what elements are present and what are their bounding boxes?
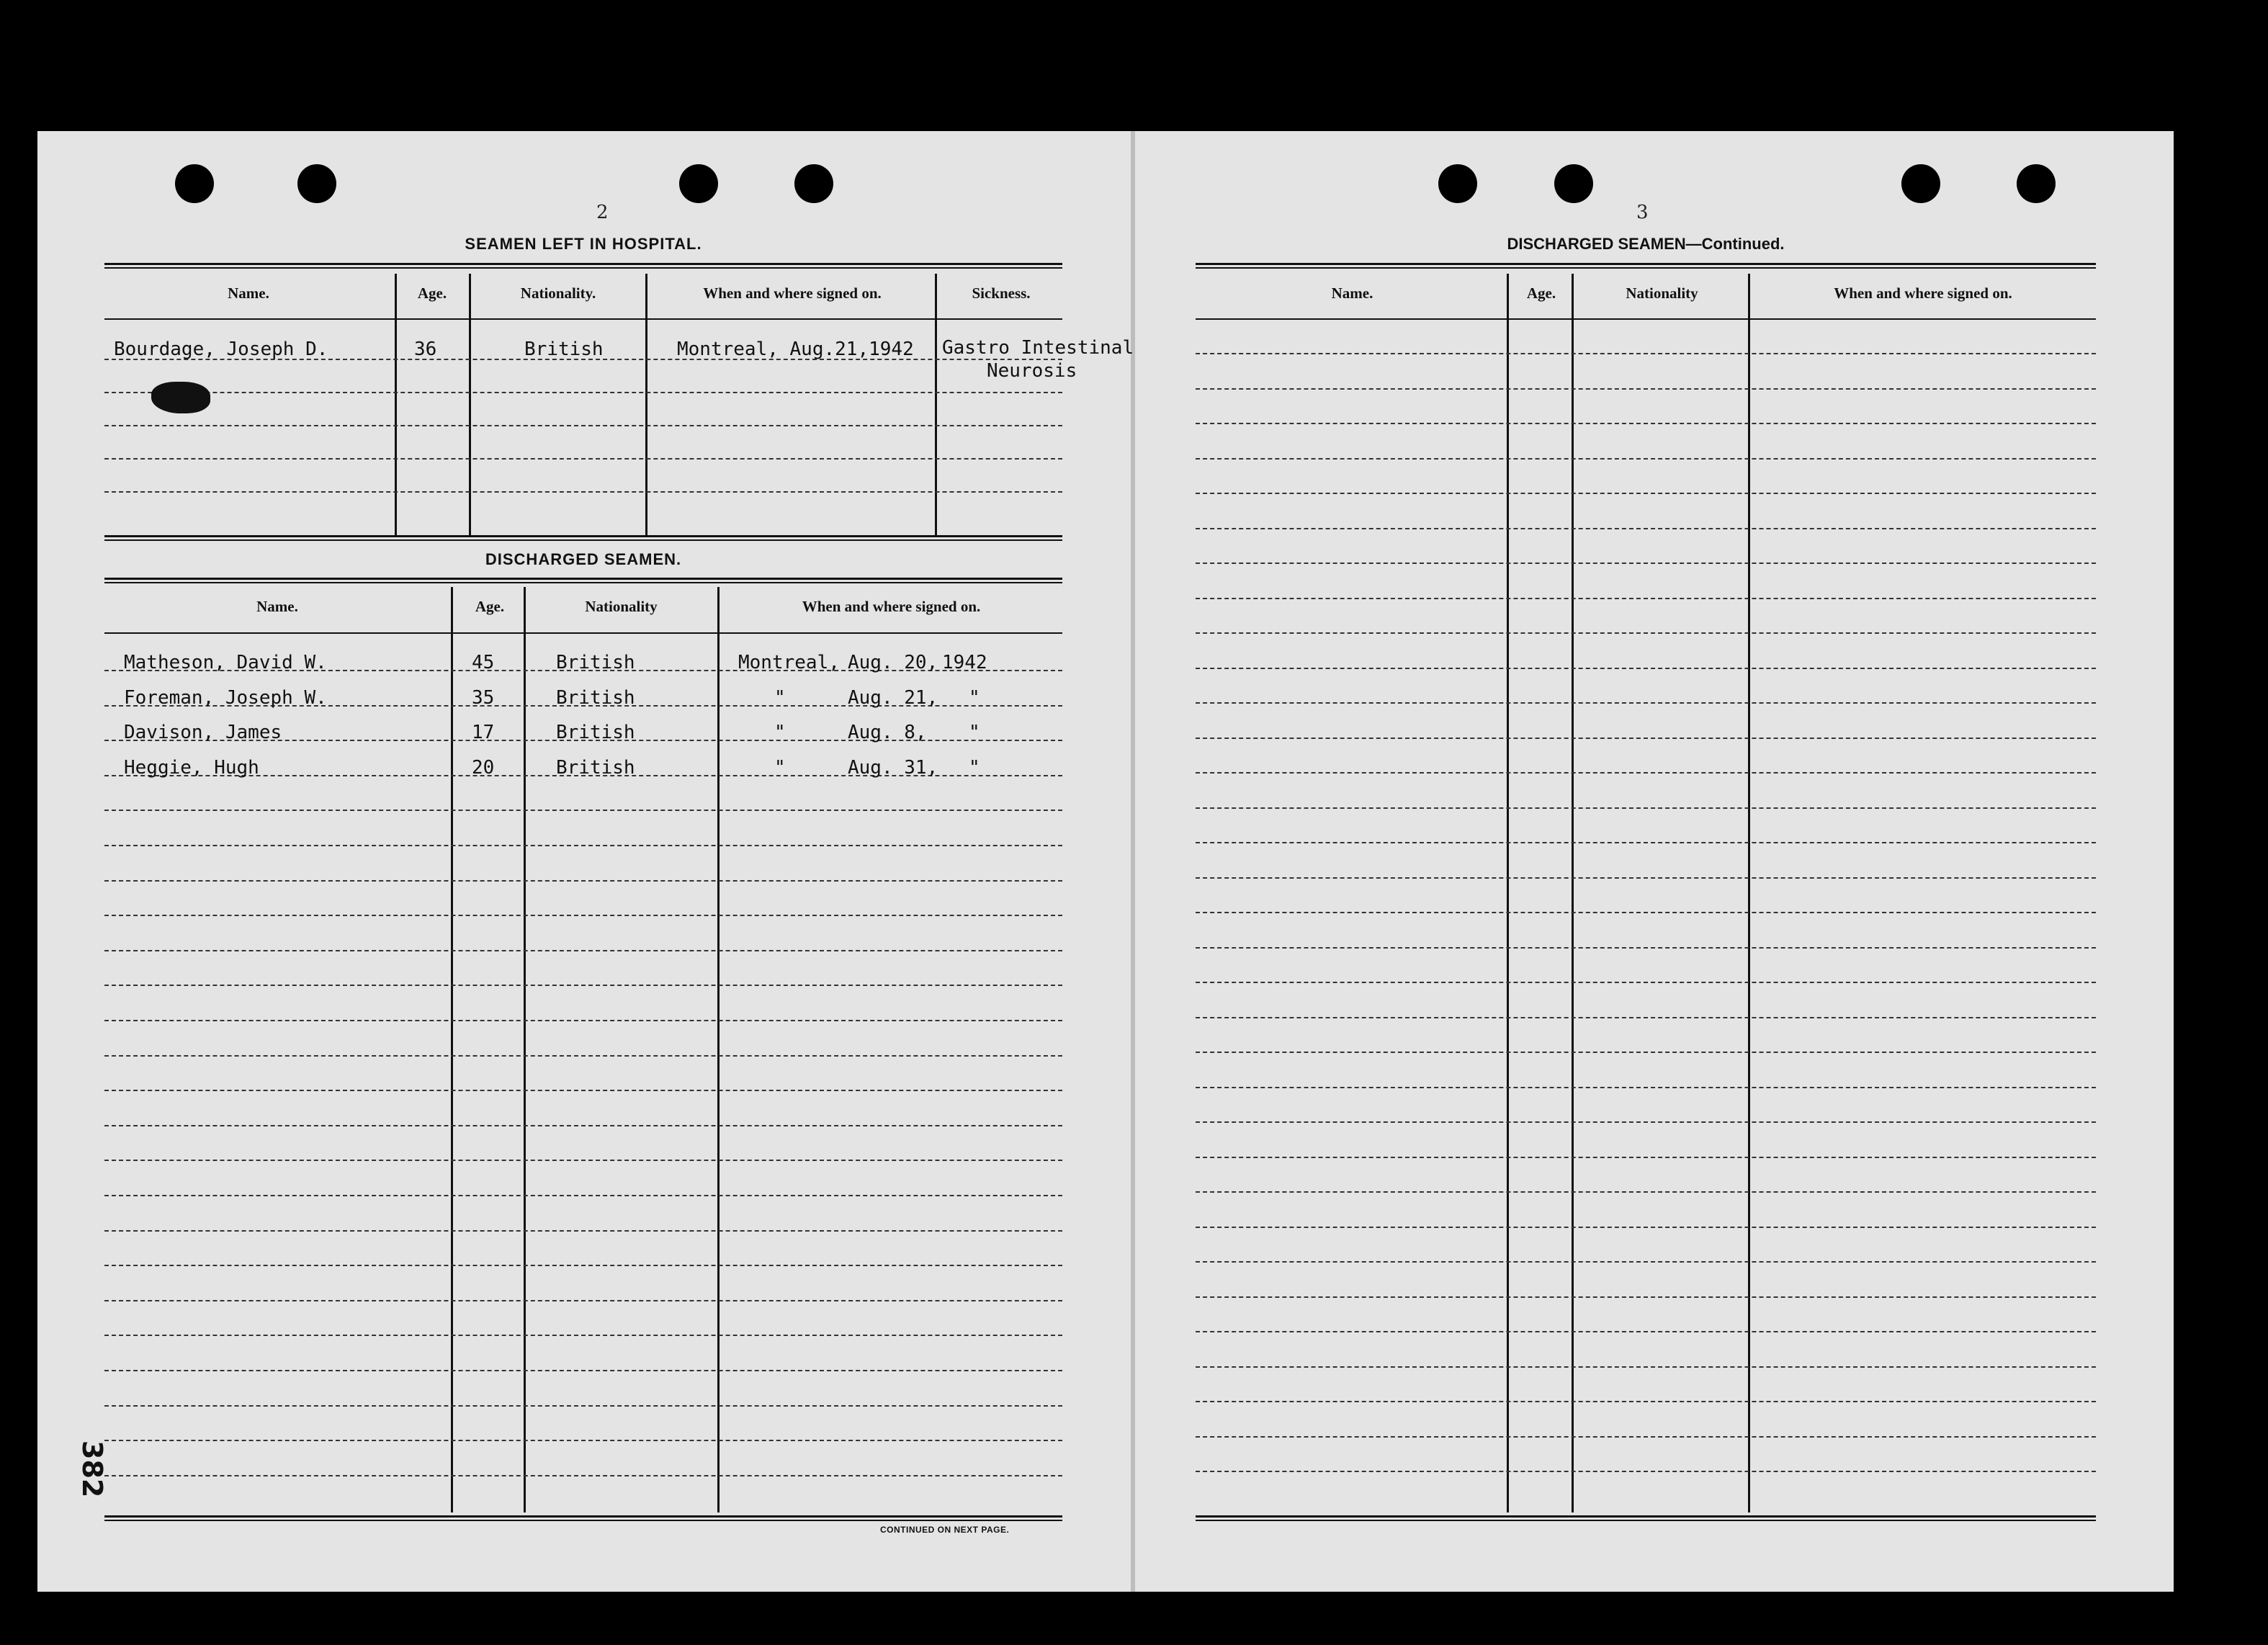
discharged-row-year: " xyxy=(969,756,980,779)
discharged-row-year: " xyxy=(969,722,980,744)
punch-hole xyxy=(1438,164,1477,203)
discharged-row-name: Matheson, David W. xyxy=(124,652,327,673)
discharged-row-line xyxy=(104,1335,1062,1336)
discharged-row-line xyxy=(104,1405,1062,1407)
page-number-left: 2 xyxy=(596,202,609,223)
right-header-age: Age. xyxy=(1526,284,1556,302)
page-stamp-number: 382 xyxy=(76,1440,108,1498)
discharged-row-nationality: British xyxy=(556,652,635,673)
right-row-line xyxy=(1196,423,2096,424)
hospital-header-name: Name. xyxy=(228,284,269,302)
discharged-row-nationality: British xyxy=(556,686,635,709)
discharged-row-place: " xyxy=(774,756,786,779)
discharged-bottom-rule xyxy=(104,1515,1062,1521)
discharged-header-signed-on: When and where signed on. xyxy=(802,598,981,615)
hospital-col-divider xyxy=(645,274,647,537)
right-row-line xyxy=(1196,458,2096,460)
discharged-row-line xyxy=(104,1300,1062,1301)
right-col-divider xyxy=(1572,274,1574,1512)
right-row-line xyxy=(1196,842,2096,843)
right-row-line xyxy=(1196,807,2096,809)
right-bottom-rule xyxy=(1196,1515,2096,1521)
hospital-header-signed-on: When and where signed on. xyxy=(703,284,882,302)
discharged-row-line xyxy=(104,1475,1062,1476)
discharged-row-age: 45 xyxy=(472,652,495,673)
right-row-line xyxy=(1196,1157,2096,1158)
right-row-line xyxy=(1196,1121,2096,1123)
right-row-line xyxy=(1196,1331,2096,1332)
hospital-row-nationality: British xyxy=(524,339,604,360)
continued-footer: CONTINUED ON NEXT PAGE. xyxy=(880,1525,1010,1535)
discharged-row-line xyxy=(104,1020,1062,1021)
hospital-col-divider xyxy=(395,274,397,537)
discharged-row-line xyxy=(104,985,1062,986)
punch-hole xyxy=(1901,164,1940,203)
hospital-header-age: Age. xyxy=(417,284,447,302)
right-col-divider xyxy=(1507,274,1509,1512)
discharged-col-divider xyxy=(451,587,453,1512)
discharged-row-line xyxy=(104,1370,1062,1371)
right-row-line xyxy=(1196,1366,2096,1368)
discharged-row-line xyxy=(104,1440,1062,1441)
discharged-row-nationality: British xyxy=(556,722,635,744)
right-row-line xyxy=(1196,668,2096,669)
right-row-line xyxy=(1196,493,2096,494)
punch-hole xyxy=(2017,164,2056,203)
right-row-line xyxy=(1196,1191,2096,1193)
punch-hole xyxy=(175,164,214,203)
discharged-row-line xyxy=(104,1230,1062,1232)
punch-hole xyxy=(297,164,336,203)
hospital-bottom-rule xyxy=(104,535,1062,541)
discharged-row-place: " xyxy=(774,686,786,709)
right-row-line xyxy=(1196,947,2096,949)
hospital-header-nationality: Nationality. xyxy=(520,284,596,302)
hospital-row-sickness-line1: Gastro Intestinal xyxy=(942,337,1134,359)
right-col-divider xyxy=(1748,274,1750,1512)
discharged-row-nationality: British xyxy=(556,756,635,779)
discharged-row-line xyxy=(104,1125,1062,1126)
discharged-col-divider xyxy=(717,587,720,1512)
hospital-row-age: 36 xyxy=(414,339,437,360)
right-header-name: Name. xyxy=(1331,284,1373,302)
discharged-header-rule xyxy=(104,632,1062,634)
right-row-line xyxy=(1196,1087,2096,1088)
punch-hole xyxy=(794,164,833,203)
right-row-line xyxy=(1196,982,2096,983)
hospital-row-sickness-line2: Neurosis xyxy=(987,360,1077,382)
discharged-row-line xyxy=(104,1265,1062,1266)
discharged-row-age: 35 xyxy=(472,686,495,709)
right-row-line xyxy=(1196,702,2096,704)
discharged-row-age: 17 xyxy=(472,722,495,744)
right-header-nationality: Nationality xyxy=(1626,284,1698,302)
hospital-header-sickness: Sickness. xyxy=(972,284,1031,302)
punch-hole xyxy=(1554,164,1593,203)
discharged-row-line xyxy=(104,915,1062,916)
discharged-header-age: Age. xyxy=(475,598,505,615)
discharged-row-name: Foreman, Joseph W. xyxy=(124,686,327,709)
right-title-text: DISCHARGED SEAMEN—Continued. xyxy=(1507,235,1785,253)
discharged-row-date: Aug. 31, xyxy=(848,756,938,779)
discharged-row-name: Davison, James xyxy=(124,722,282,744)
right-section-title xyxy=(1196,235,2096,254)
discharged-row-line xyxy=(104,845,1062,846)
hospital-col-divider xyxy=(469,274,471,537)
right-row-line xyxy=(1196,388,2096,390)
hospital-row-name: Bourdage, Joseph D. xyxy=(114,339,328,360)
discharged-row-line xyxy=(104,1090,1062,1091)
hospital-row-line xyxy=(104,425,1062,426)
hospital-row-line xyxy=(104,392,1062,393)
right-row-line xyxy=(1196,877,2096,879)
discharged-row-date: Aug. 8, xyxy=(848,722,927,744)
discharged-row-line xyxy=(104,1195,1062,1196)
ink-blot xyxy=(151,382,210,413)
page-number-right: 3 xyxy=(1636,202,1649,223)
right-top-rule xyxy=(1196,263,2096,269)
right-row-line xyxy=(1196,1052,2096,1053)
hospital-row-line xyxy=(104,491,1062,493)
hospital-col-divider xyxy=(935,274,937,537)
right-row-line xyxy=(1196,562,2096,564)
discharged-top-rule xyxy=(104,578,1062,583)
discharged-row-date: Aug. 20, xyxy=(848,652,938,673)
discharged-row-name: Heggie, Hugh xyxy=(124,756,259,779)
right-row-line xyxy=(1196,738,2096,739)
discharged-section-title: DISCHARGED SEAMEN. xyxy=(485,550,682,568)
right-row-line xyxy=(1196,632,2096,634)
right-row-line xyxy=(1196,1261,2096,1263)
discharged-row-place: Montreal, xyxy=(738,652,840,673)
right-header-signed-on: When and where signed on. xyxy=(1834,284,2012,302)
discharged-header-nationality: Nationality xyxy=(585,598,658,615)
discharged-row-line xyxy=(104,880,1062,882)
discharged-row-year: 1942 xyxy=(942,652,987,673)
right-row-line xyxy=(1196,1401,2096,1402)
discharged-row-place: " xyxy=(774,722,786,744)
discharged-row-date: Aug. 21, xyxy=(848,686,938,709)
right-row-line xyxy=(1196,1296,2096,1298)
discharged-row-line xyxy=(104,1055,1062,1057)
discharged-row-line xyxy=(104,950,1062,951)
hospital-header-rule xyxy=(104,318,1062,320)
right-row-line xyxy=(1196,772,2096,774)
punch-hole xyxy=(679,164,718,203)
discharged-row-age: 20 xyxy=(472,756,495,779)
hospital-top-rule xyxy=(104,263,1062,269)
hospital-row-signed-on: Montreal, Aug.21,1942 xyxy=(677,339,914,360)
discharged-row-line xyxy=(104,1160,1062,1161)
right-row-line xyxy=(1196,1436,2096,1438)
right-row-line xyxy=(1196,912,2096,913)
hospital-row-line xyxy=(104,458,1062,460)
discharged-row-line xyxy=(104,810,1062,811)
right-row-line xyxy=(1196,1227,2096,1228)
discharged-col-divider xyxy=(524,587,526,1512)
right-row-line xyxy=(1196,353,2096,354)
right-row-line xyxy=(1196,1471,2096,1472)
hospital-section-title: SEAMEN LEFT IN HOSPITAL. xyxy=(465,235,702,253)
right-row-line xyxy=(1196,1017,2096,1018)
discharged-header-name: Name. xyxy=(256,598,298,615)
right-header-rule xyxy=(1196,318,2096,320)
right-row-line xyxy=(1196,598,2096,599)
right-row-line xyxy=(1196,528,2096,529)
discharged-row-year: " xyxy=(969,686,980,709)
